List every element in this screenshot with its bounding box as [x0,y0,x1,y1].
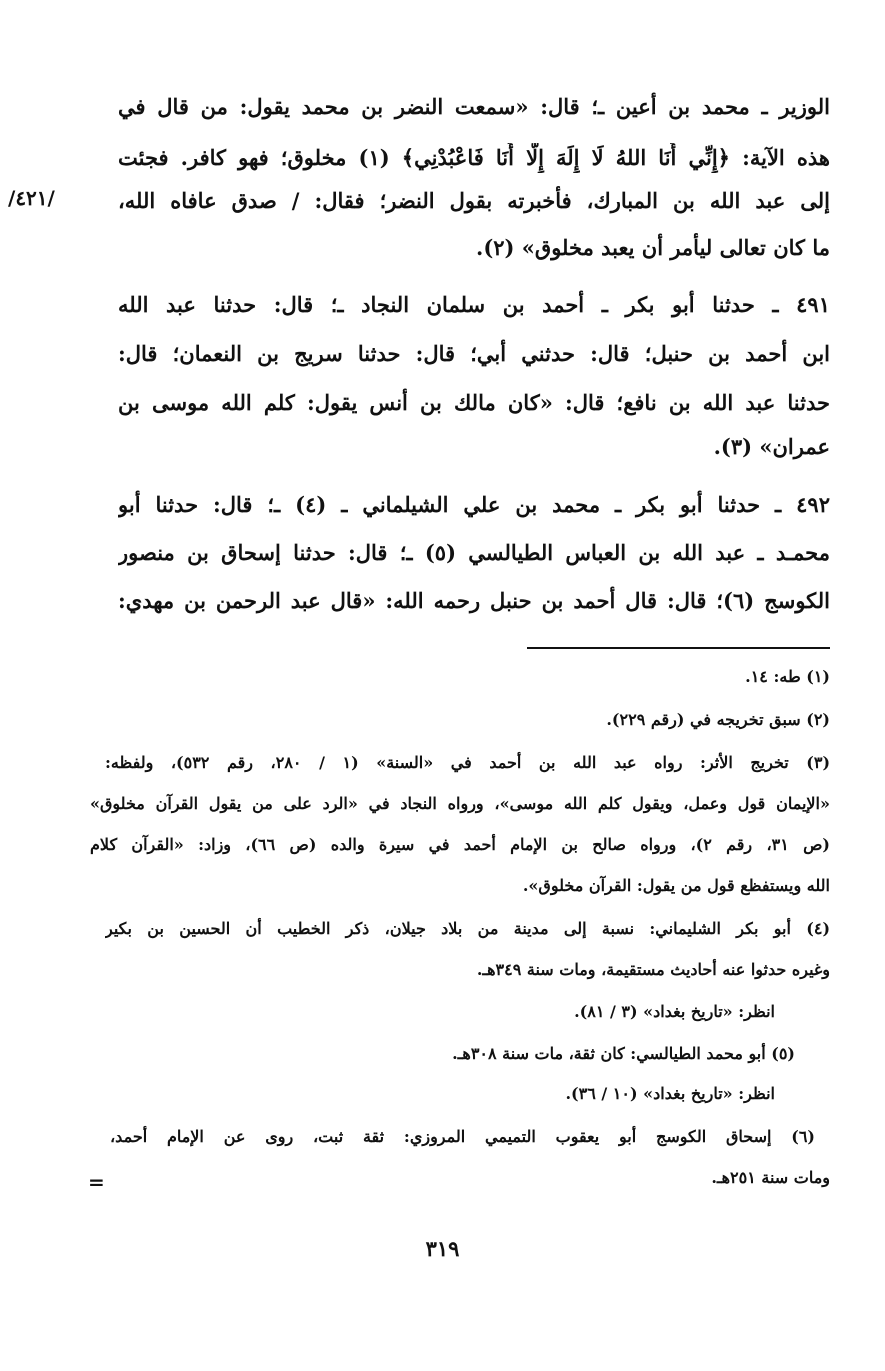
footnote-line: «الإيمان قول وعمل، ويقول كلم الله موسى»، ورواه النجاد في «الرد على من يقول القرآن مخلوق» [90,794,830,813]
main-line: حدثنا عبد الله بن نافع؛ قال: «كان مالك بن أنس يقول: كلم الله موسى بن [118,390,830,415]
footnote-line: (ص ٣١، رقم ٢)، ورواه صالح بن الإمام أحمد في سيرة والده (ص ٦٦)، وزاد: «القرآن كلام [90,835,830,854]
main-line: هذه الآية: ﴿إِنِّي أَنَا اللهُ لَا إِلَهَ إِلَّا أَنَا فَاعْبُدْنِي﴾ (١) مخلوق؛ فهو كافر. فجئت [118,145,830,170]
footnote-line: (٤) أبو بكر الشليماني: نسبة إلى مدينة من بلاد جيلان، ذكر الخطيب أن الحسين بن بكير [105,919,830,938]
footnote-line: ومات سنة ٢٥١هـ. [711,1168,830,1187]
main-line: الكوسج (٦)؛ قال: قال أحمد بن حنبل رحمه الله: «قال عبد الرحمن بن مهدي: [118,588,830,613]
footnote-line: (٦) إسحاق الكوسج أبو يعقوب التميمي المروزي: ثقة ثبت، روى عن الإمام أحمد، [110,1127,815,1146]
footnote-line: الله ويستفظع قول من يقول: القرآن مخلوق». [522,876,830,895]
main-line: ما كان تعالى ليأمر أن يعبد مخلوق» (٢). [476,235,830,260]
main-line: محمـد ـ عبد الله بن العباس الطيالسي (٥) ـ؛ قال: حدثنا إسحاق بن منصور [118,540,830,565]
main-line: ابن أحمد بن حنبل؛ قال: حدثني أبي؛ قال: حدثنا سريج بن النعمان؛ قال: [118,341,830,366]
main-line: عمران» (٣). [713,434,830,459]
main-line: إلى عبد الله بن المبارك، فأخبرته بقول النضر؛ فقال: / صدق عافاه الله، [118,188,830,213]
main-line: ٤٩١ ـ حدثنا أبو بكر ـ أحمد بن سلمان النجاد ـ؛ قال: حدثنا عبد الله [118,292,830,317]
margin-page-reference: /٤٢١/ [8,186,55,210]
footnote-line: (٣) تخريج الأثر: رواه عبد الله بن أحمد في «السنة» (١ / ٢٨٠، رقم ٥٣٢)، ولفظه: [105,753,830,772]
footnote-line: انظر: «تاريخ بغداد» (٣ / ٨١). [574,1002,775,1021]
page-number: ٣١٩ [425,1236,460,1261]
continuation-mark: = [88,1170,105,1194]
footnote-line: وغيره حدثوا عنه أحاديث مستقيمة، ومات سنة ٣٤٩هـ. [476,960,830,979]
footnote-line: انظر: «تاريخ بغداد» (١٠ / ٣٦). [565,1084,775,1103]
footnote-separator [527,647,830,649]
footnote-line: (٥) أبو محمد الطيالسي: كان ثقة، مات سنة ٣٠٨هـ. [452,1044,795,1063]
footnote-line: (١) طه: ١٤. [745,667,830,686]
main-line: ٤٩٢ ـ حدثنا أبو بكر ـ محمد بن علي الشيلماني ـ (٤) ـ؛ قال: حدثنا أبو [118,492,830,517]
main-line: الوزير ـ محمد بن أعين ـ؛ قال: «سمعت النضر بن محمد يقول: من قال في [118,94,830,119]
footnote-line: (٢) سبق تخريجه في (رقم ٢٢٩). [606,710,830,729]
